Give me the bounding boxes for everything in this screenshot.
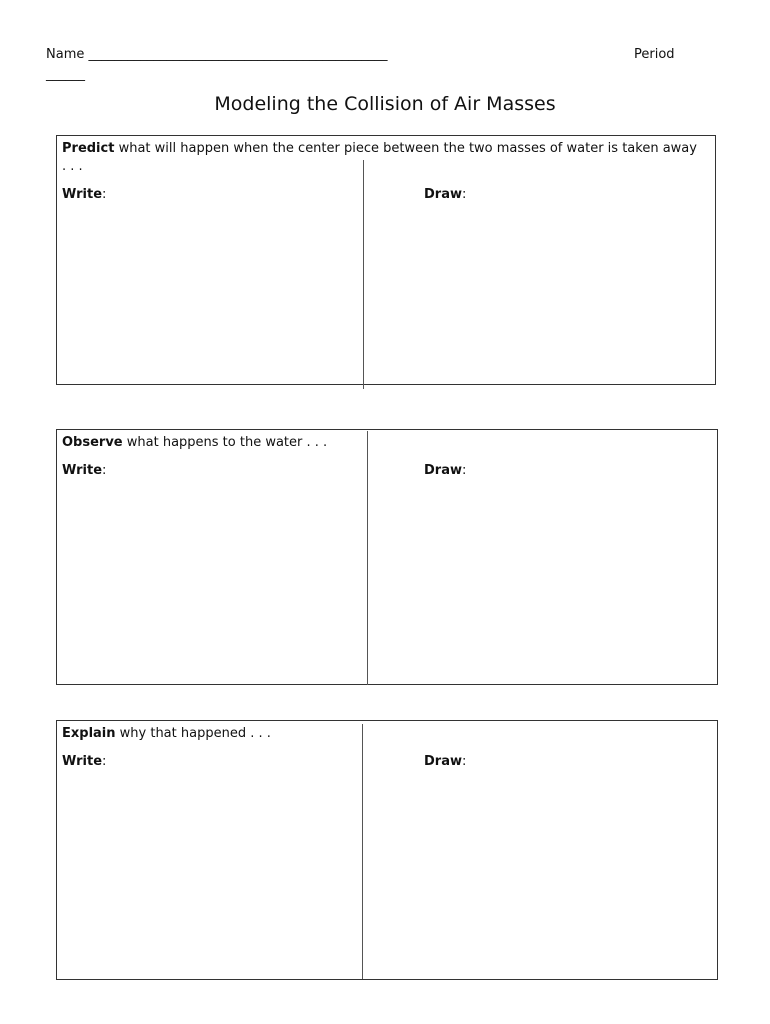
- predict-prompt: [62, 140, 701, 176]
- explain-write-colon: :: [102, 754, 107, 769]
- explain-draw-colon: :: [461, 754, 467, 769]
- observe-write-label: [62, 462, 106, 480]
- predict-draw-label: [424, 186, 466, 204]
- name-label: Name ______________________________________________: [46, 47, 388, 62]
- predict-draw-colon: :: [461, 187, 467, 202]
- predict-draw-text: Draw: [424, 187, 462, 202]
- explain-draw-label: [424, 753, 466, 771]
- period-label: Period: [634, 47, 675, 62]
- observe-write-colon: :: [102, 463, 107, 478]
- observe-draw-text: Draw: [424, 463, 462, 478]
- observe-draw-colon: :: [461, 463, 467, 478]
- observe-prompt: [62, 434, 703, 452]
- predict-prompt-bold: Predict: [62, 141, 115, 156]
- predict-box: [56, 135, 716, 385]
- predict-write-colon: :: [102, 187, 107, 202]
- explain-divider: [362, 724, 363, 979]
- predict-write-text: Write: [62, 187, 103, 202]
- predict-write-label: [62, 186, 106, 204]
- observe-draw-area[interactable]: [373, 482, 713, 680]
- explain-prompt-text: why that happened . . .: [115, 726, 271, 741]
- explain-prompt: [62, 725, 703, 743]
- predict-write-area[interactable]: [59, 206, 359, 381]
- observe-draw-label: [424, 462, 466, 480]
- explain-prompt-bold: Explain: [62, 726, 116, 741]
- explain-draw-text: Draw: [424, 754, 462, 769]
- observe-box: [56, 429, 718, 685]
- explain-write-label: [62, 753, 106, 771]
- page-title: Modeling the Collision of Air Masses: [214, 93, 556, 115]
- observe-write-area[interactable]: [59, 482, 363, 680]
- observe-divider: [367, 431, 368, 685]
- predict-draw-area[interactable]: [369, 206, 709, 381]
- predict-prompt-text: what will happen when the center piece between the two masses of water is taken away . . .: [62, 141, 697, 174]
- observe-write-text: Write: [62, 463, 103, 478]
- name-field-label: [46, 46, 388, 64]
- observe-prompt-bold: Observe: [62, 435, 123, 450]
- explain-draw-area[interactable]: [369, 773, 709, 973]
- predict-divider: [363, 160, 364, 389]
- observe-prompt-text: what happens to the water . . .: [122, 435, 328, 450]
- explain-write-text: Write: [62, 754, 103, 769]
- explain-box: [56, 720, 718, 980]
- period-blank: ______: [46, 67, 85, 82]
- explain-write-area[interactable]: [59, 773, 357, 973]
